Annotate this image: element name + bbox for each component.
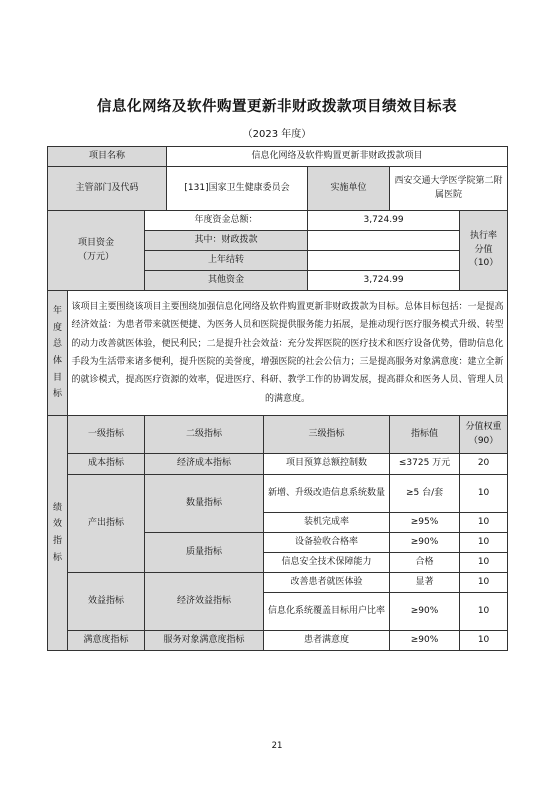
benefit-weight-1: 10 <box>460 573 508 593</box>
document-title: 信息化网络及软件购置更新非财政拨款项目绩效目标表 <box>97 99 457 115</box>
funds-total-label: 年度资金总额： <box>145 211 308 231</box>
funds-fiscal-value <box>308 231 460 251</box>
funds-carryover-label: 上年结转 <box>145 251 308 271</box>
benefit-level1: 效益指标 <box>68 573 145 631</box>
satisfaction-value: ≥90% <box>390 631 460 651</box>
header-level2: 二级指标 <box>145 416 264 454</box>
cost-level3: 项目预算总额控制数 <box>264 454 390 475</box>
cost-value: ≤3725 万元 <box>390 454 460 475</box>
project-name-label: 项目名称 <box>48 147 167 167</box>
exec-rate-label-line1: 执行率 <box>470 230 498 241</box>
satisfaction-level2: 服务对象满意度指标 <box>145 631 264 651</box>
funds-carryover-value <box>308 251 460 271</box>
quality-level3-1: 设备验收合格率 <box>264 533 390 553</box>
funds-label-line1: 项目资金 <box>77 237 114 248</box>
overall-goal-text: 该项目主要围绕该项目主要围绕加强信息化网络及软件购置更新非财政拨款为目标。总体目标包括：一是提高经济效益：为患者带来就医便捷、为医务人员和医院提供服务能力拓展，是推动现行医疗服务模式升级、转型的动力改善就医体验，便民利民；二是提升社会效益：充分发挥医院的医疗技术和医疗设备优势，借助信息化手段为生活带来诸多便利，提升医院的美誉度，增强医院的社会公信力；三是提高服务对象满意度：建立全新的就诊模式，提高医疗资源的效率，促进医疗、科研、教学工作的协调发展，提高群众和医务人员、管理人员的满意度。 <box>68 291 508 416</box>
quantity-value-1: ≥5 台/套 <box>390 475 460 513</box>
quantity-weight-1: 10 <box>460 475 508 513</box>
header-weight: 分值权重（90） <box>460 416 508 454</box>
quality-value-1: ≥90% <box>390 533 460 553</box>
quality-level3-2: 信息安全技术保障能力 <box>264 553 390 573</box>
page-number: 21 <box>271 741 283 751</box>
quantity-level3-2: 装机完成率 <box>264 513 390 533</box>
funds-other-label: 其他资金 <box>145 271 308 291</box>
performance-goal-table <box>47 146 508 651</box>
funds-label <box>48 211 145 291</box>
cost-level2: 经济成本指标 <box>145 454 264 475</box>
satisfaction-level1: 满意度指标 <box>68 631 145 651</box>
quantity-level2: 数量指标 <box>145 475 264 533</box>
header-level3: 三级指标 <box>264 416 390 454</box>
project-name-value: 信息化网络及软件购置更新非财政拨款项目 <box>167 147 508 167</box>
overall-goal-label: 年 度 总 体 目 标 <box>48 291 68 416</box>
quality-level2: 质量指标 <box>145 533 264 573</box>
benefit-level2: 经济效益指标 <box>145 573 264 631</box>
dept-label: 主管部门及代码 <box>48 167 167 211</box>
benefit-value-2: ≥90% <box>390 593 460 631</box>
benefit-level3-2: 信息化系统覆盖目标用户比率 <box>264 593 390 631</box>
benefit-weight-2: 10 <box>460 593 508 631</box>
quality-value-2: 合格 <box>390 553 460 573</box>
benefit-value-1: 显著 <box>390 573 460 593</box>
quantity-weight-2: 10 <box>460 513 508 533</box>
cost-weight: 20 <box>460 454 508 475</box>
impl-unit-value: 西安交通大学医学院第二附属医院 <box>390 167 508 211</box>
header-value: 指标值 <box>390 416 460 454</box>
impl-unit-label: 实施单位 <box>308 167 390 211</box>
quantity-level3-1: 新增、升级改造信息系统数量 <box>264 475 390 513</box>
quality-weight-1: 10 <box>460 533 508 553</box>
satisfaction-weight: 10 <box>460 631 508 651</box>
indicators-label: 绩 效 指 标 <box>48 416 68 651</box>
exec-rate-label <box>460 211 508 291</box>
funds-other-value: 3,724.99 <box>308 271 460 291</box>
header-level1: 一级指标 <box>68 416 145 454</box>
benefit-level3-1: 改善患者就医体验 <box>264 573 390 593</box>
funds-fiscal-label: 其中：财政拨款 <box>145 231 308 251</box>
cost-level1: 成本指标 <box>68 454 145 475</box>
quantity-value-2: ≥95% <box>390 513 460 533</box>
dept-value: [131]国家卫生健康委员会 <box>167 167 308 211</box>
funds-total-value: 3,724.99 <box>308 211 460 231</box>
exec-rate-label-line2: 分值（10） <box>468 244 499 269</box>
document-year: （2023 年度） <box>242 129 312 140</box>
quality-weight-2: 10 <box>460 553 508 573</box>
output-level1: 产出指标 <box>68 475 145 573</box>
funds-label-line2: （万元） <box>77 251 114 262</box>
satisfaction-level3: 患者满意度 <box>264 631 390 651</box>
